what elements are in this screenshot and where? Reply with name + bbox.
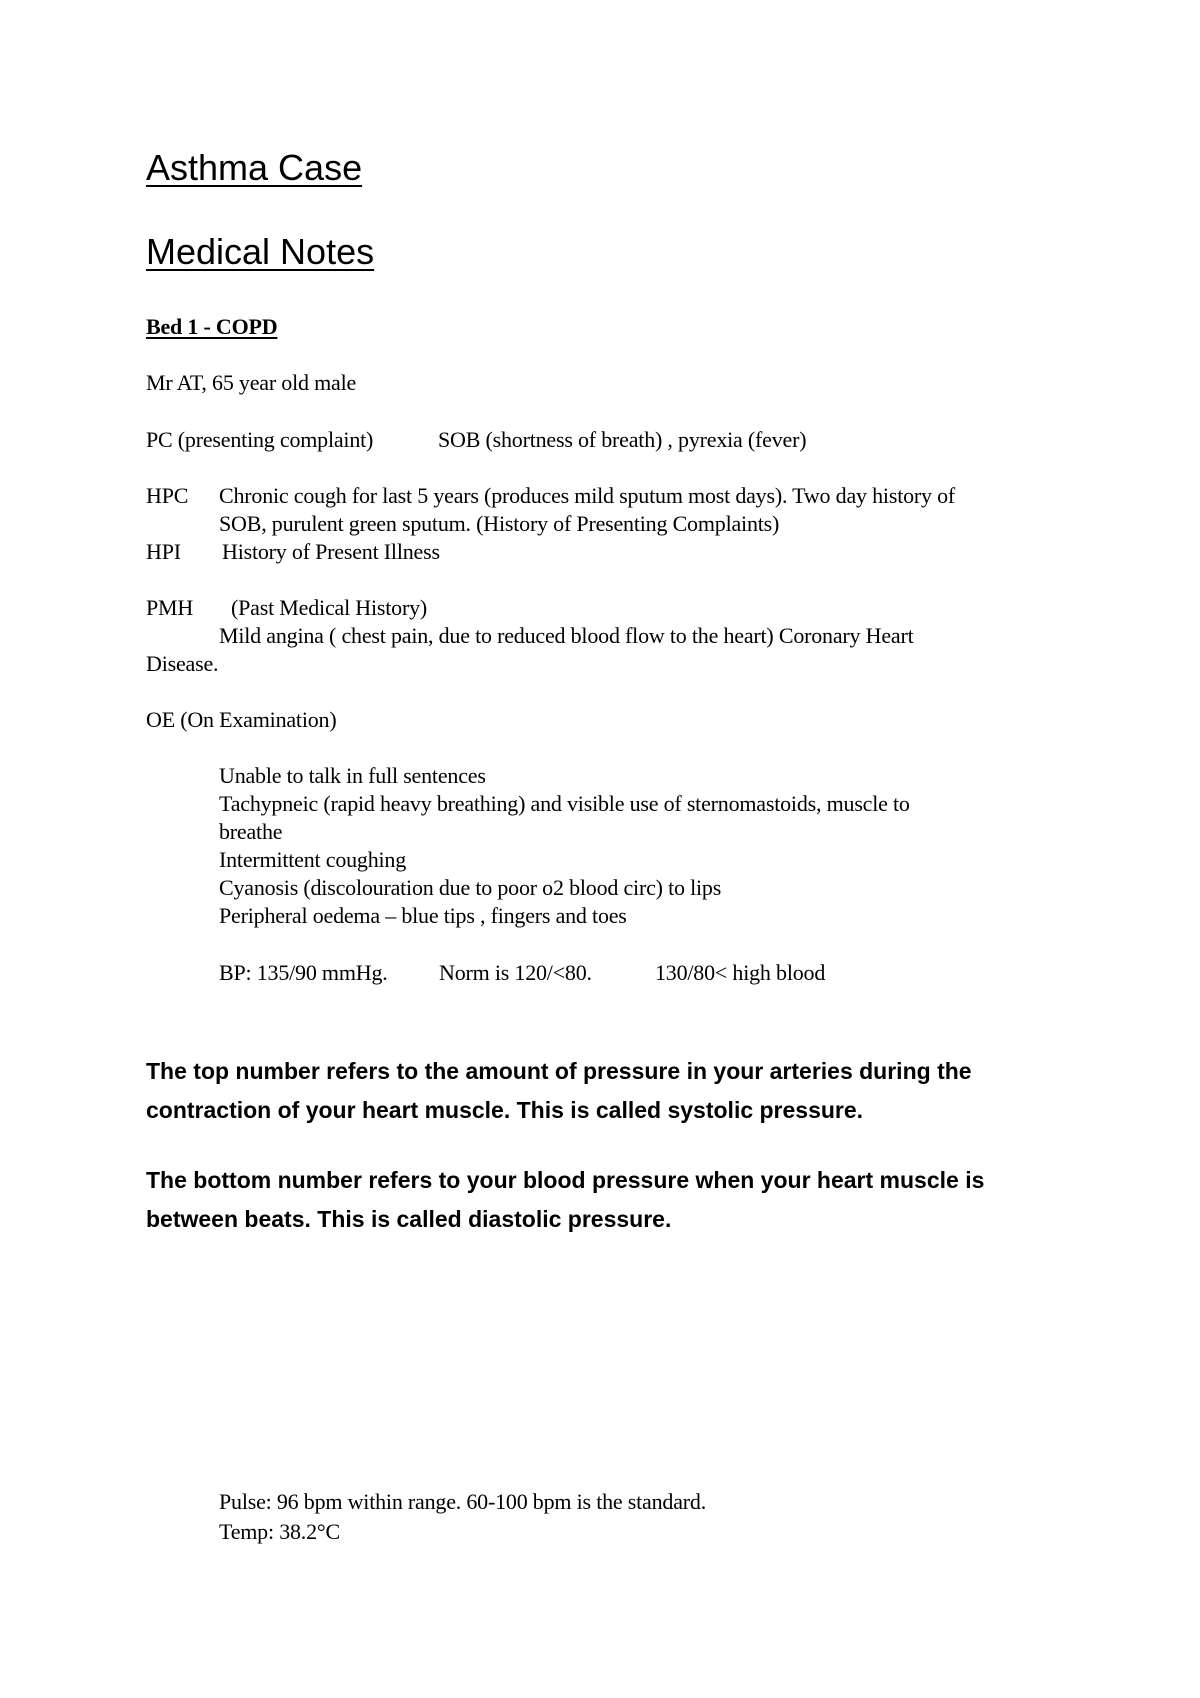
hpi-label: HPI	[146, 539, 181, 564]
diastolic-explanation: The bottom number refers to your blood pressure when your heart muscle is between beats. This is called diastolic pressure.	[146, 1167, 985, 1232]
bp-reading: BP: 135/90 mmHg.	[219, 960, 388, 985]
hpc-line-1: Chronic cough for last 5 years (produces mild sputum most days). Two day history of	[219, 483, 956, 508]
patient-line: Mr AT, 65 year old male	[146, 370, 357, 395]
pmh-label: PMH	[146, 595, 194, 620]
hpi-value: History of Present Illness	[222, 539, 440, 564]
document-subtitle: Medical Notes	[146, 231, 375, 272]
pmh-line-1: Mild angina ( chest pain, due to reduced blood flow to the heart) Coronary Heart	[219, 623, 914, 648]
oe-item: Cyanosis (discolouration due to poor o2 blood circ) to lips	[219, 875, 722, 900]
document-title: Asthma Case	[146, 147, 363, 188]
bp-high: 130/80< high blood	[655, 960, 826, 985]
oe-item: Unable to talk in full sentences	[219, 763, 486, 788]
bed-heading: Bed 1 - COPD	[146, 314, 278, 339]
pc-label: PC (presenting complaint)	[146, 427, 374, 452]
bp-norm: Norm is 120/<80.	[439, 960, 592, 985]
hpc-line-2: SOB, purulent green sputum. (History of Presenting Complaints)	[219, 511, 780, 536]
hpc-label: HPC	[146, 483, 189, 508]
pulse-line: Pulse: 96 bpm within range. 60-100 bpm is the standard.	[219, 1489, 706, 1514]
pmh-value: (Past Medical History)	[231, 595, 428, 620]
systolic-explanation: The top number refers to the amount of pressure in your arteries during the contraction of your heart muscle. This is called systolic pressure.	[146, 1058, 972, 1123]
temp-line: Temp: 38.2°C	[219, 1519, 340, 1544]
oe-item: Tachypneic (rapid heavy breathing) and visible use of sternomastoids, muscle to	[219, 791, 910, 816]
oe-item: Peripheral oedema – blue tips , fingers and toes	[219, 903, 627, 928]
oe-item: breathe	[219, 819, 283, 844]
oe-label: OE (On Examination)	[146, 707, 337, 732]
pmh-line-2: Disease.	[146, 651, 219, 676]
oe-item: Intermittent coughing	[219, 847, 407, 872]
pc-value: SOB (shortness of breath) , pyrexia (fever)	[438, 427, 807, 452]
